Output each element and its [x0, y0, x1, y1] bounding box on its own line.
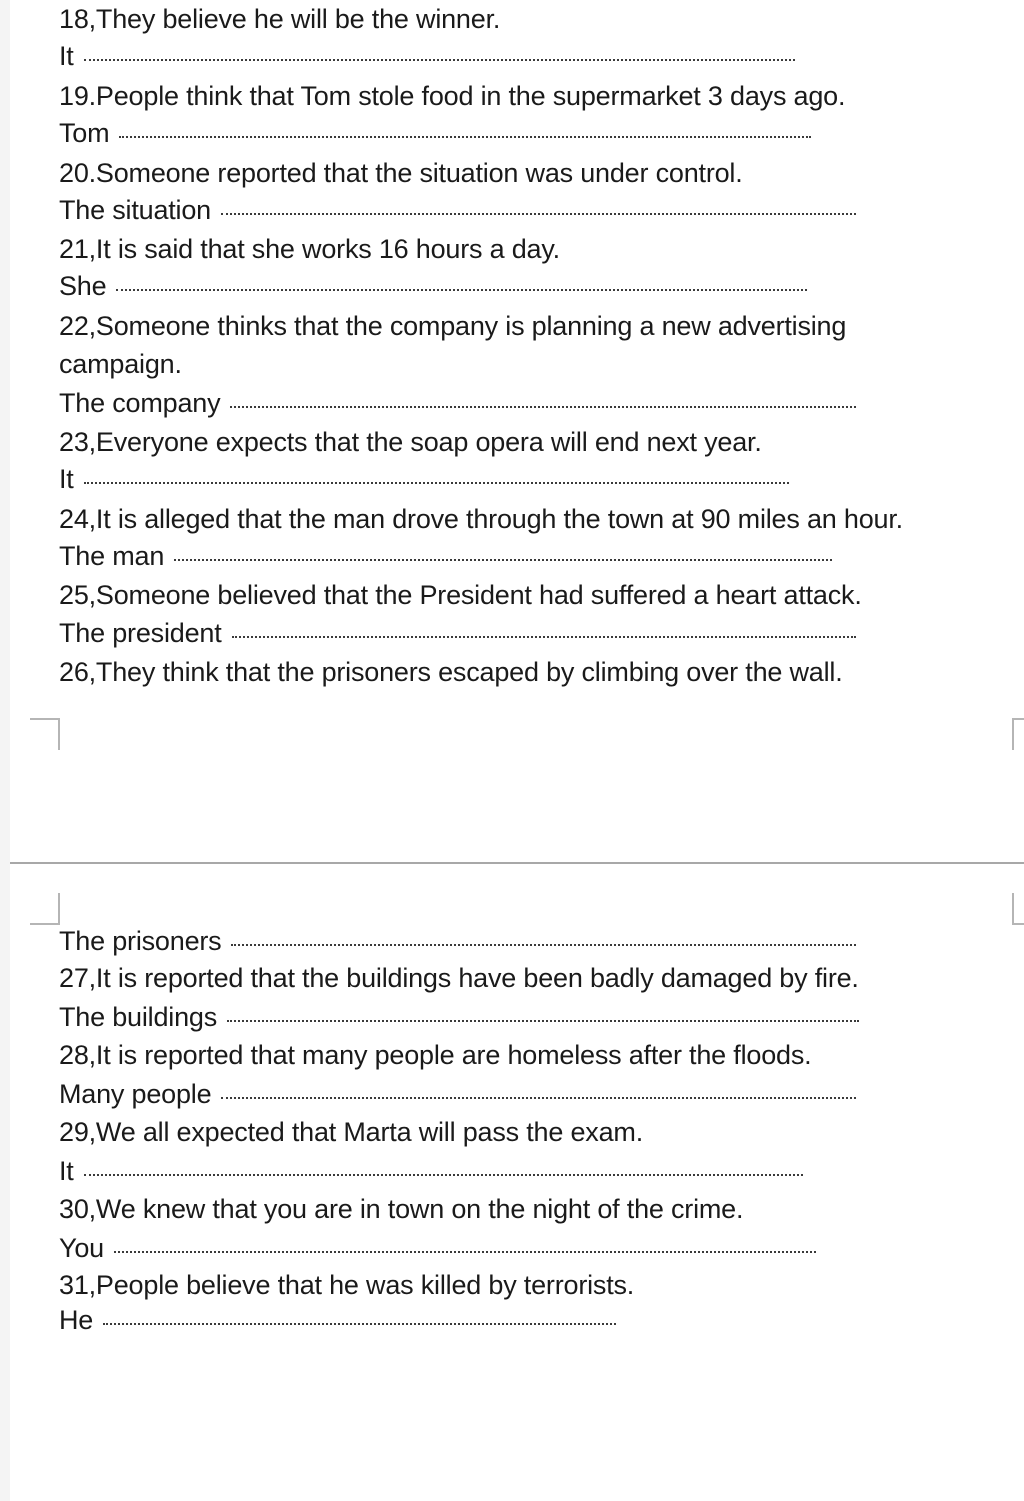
answer-start: He [59, 1305, 94, 1335]
answer-start: The prisoners [59, 926, 222, 956]
exercise-26-prompt: 26,They think that the prisoners escaped by climbing over the wall. [59, 657, 843, 687]
answer-blank [232, 634, 857, 638]
exercise-26-answer[interactable] [59, 924, 856, 958]
answer-start: She [59, 271, 107, 301]
exercise-18-answer[interactable] [59, 39, 795, 73]
answer-start: The company [59, 388, 221, 418]
exercise-23-prompt: 23,Everyone expects that the soap opera will end next year. [59, 427, 762, 457]
exercise-21-prompt: 21,It is said that she works 16 hours a day. [59, 234, 560, 264]
answer-start: The president [59, 618, 222, 648]
exercise-25-answer[interactable] [59, 616, 856, 650]
exercise-27-answer[interactable] [59, 1000, 859, 1034]
page-left-margin [0, 0, 10, 1501]
exercise-22-prompt: 22,Someone thinks that the company is planning a new advertising [59, 311, 847, 341]
exercise-22-prompt-cont: campaign. [59, 349, 182, 379]
answer-blank [230, 404, 856, 408]
exercise-21-answer[interactable] [59, 269, 807, 303]
page-corner-mark [1012, 718, 1024, 750]
exercise-27-prompt: 27,It is reported that the buildings have been badly damaged by fire. [59, 963, 859, 993]
exercise-22-answer[interactable] [59, 386, 856, 420]
answer-start: You [59, 1233, 104, 1263]
page-break-divider [10, 862, 1024, 864]
exercise-24-prompt: 24,It is alleged that the man drove through the town at 90 miles an hour. [59, 504, 903, 534]
exercise-30-prompt: 30,We knew that you are in town on the night of the crime. [59, 1194, 744, 1224]
exercise-20-answer[interactable] [59, 193, 856, 227]
answer-blank [84, 57, 795, 61]
exercise-29-answer[interactable] [59, 1154, 803, 1188]
answer-start: The situation [59, 195, 211, 225]
exercise-29-prompt: 29,We all expected that Marta will pass the exam. [59, 1117, 643, 1147]
answer-blank [221, 211, 856, 215]
exercise-18-prompt: 18,They believe he will be the winner. [59, 4, 501, 34]
exercise-28-prompt: 28,It is reported that many people are homeless after the floods. [59, 1040, 812, 1070]
exercise-28-answer[interactable] [59, 1077, 856, 1111]
answer-start: The buildings [59, 1002, 218, 1032]
exercise-23-answer[interactable] [59, 462, 789, 496]
answer-blank [119, 134, 811, 138]
answer-blank [84, 480, 789, 484]
answer-blank [103, 1321, 616, 1325]
answer-blank [221, 1095, 856, 1099]
exercise-19-prompt: 19.People think that Tom stole food in the supermarket 3 days ago. [59, 81, 846, 111]
exercise-31-answer[interactable] [59, 1303, 616, 1337]
answer-start: It [59, 1156, 74, 1186]
exercise-25-prompt: 25,Someone believed that the President had suffered a heart attack. [59, 580, 862, 610]
answer-start: It [59, 464, 74, 494]
exercise-31-prompt: 31,People believe that he was killed by terrorists. [59, 1270, 635, 1300]
answer-start: The man [59, 541, 165, 571]
exercise-24-answer[interactable] [59, 539, 832, 573]
answer-start: Many people [59, 1079, 212, 1109]
page-corner-mark [30, 893, 60, 925]
answer-blank [227, 1018, 859, 1022]
exercise-30-answer[interactable] [59, 1231, 816, 1265]
answer-blank [114, 1249, 816, 1253]
answer-blank [174, 557, 832, 561]
exercise-20-prompt: 20.Someone reported that the situation was under control. [59, 158, 743, 188]
page-corner-mark [1012, 893, 1024, 925]
answer-start: It [59, 41, 74, 71]
answer-blank [84, 1172, 803, 1176]
answer-blank [116, 287, 807, 291]
exercise-19-answer[interactable] [59, 116, 811, 150]
answer-blank [231, 942, 856, 946]
answer-start: Tom [59, 118, 110, 148]
page-corner-mark [30, 718, 60, 750]
